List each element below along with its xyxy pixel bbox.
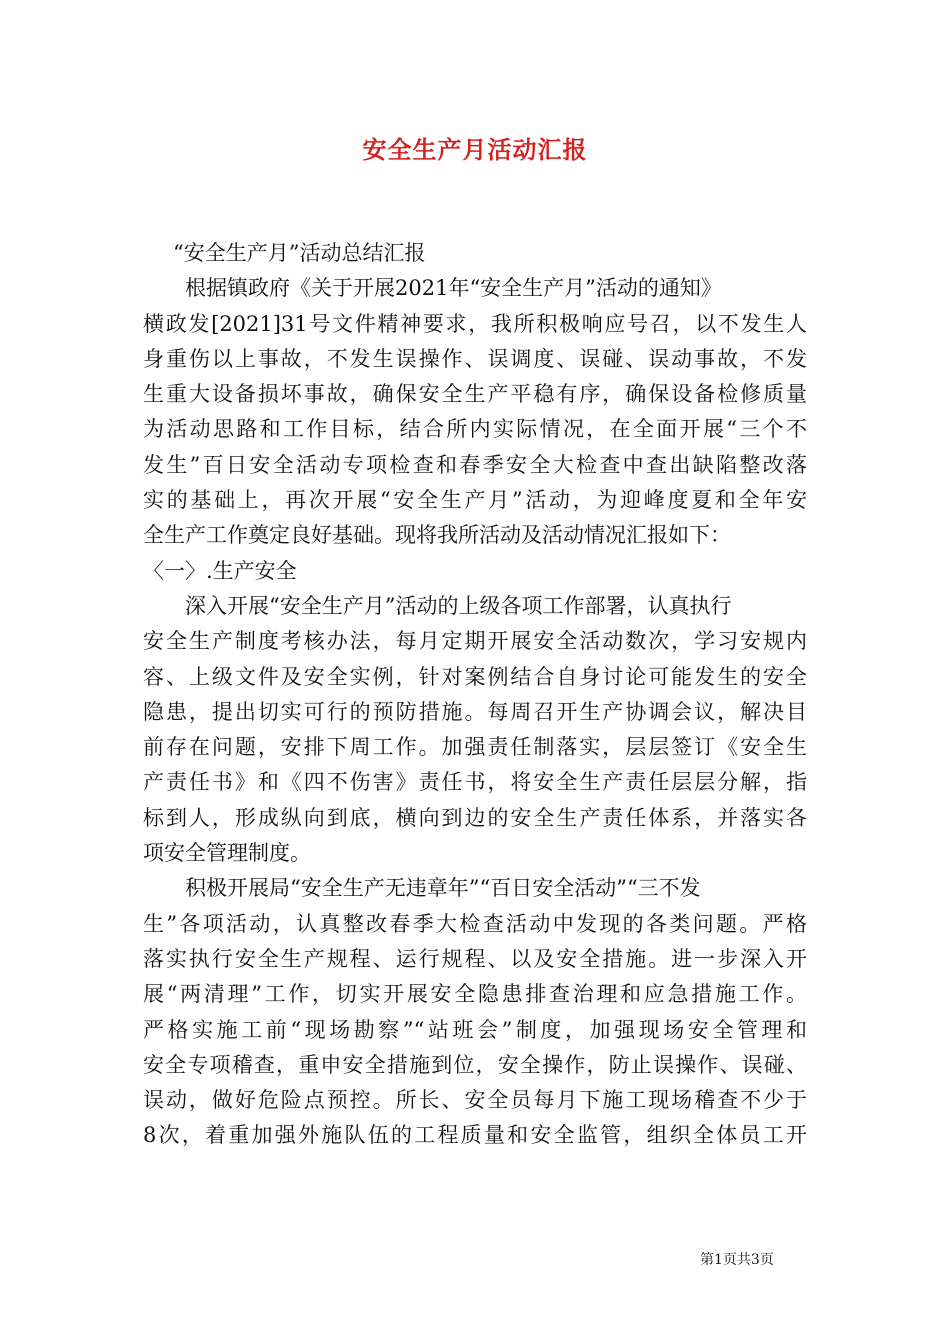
text-line: 8次，着重加强外施队伍的工程质量和安全监管，组织全体员工开 bbox=[143, 1123, 807, 1148]
text-line: 身重伤以上事故，不发生误操作、误调度、误碰、误动事故，不发 bbox=[143, 346, 807, 371]
text-line: 落实执行安全生产规程、运行规程、以及安全措施。进一步深入开 bbox=[143, 946, 807, 971]
text-line: 积极开展局“安全生产无违章年”“百日安全活动”“三不发 bbox=[185, 876, 701, 901]
document-title: 安全生产月活动汇报 bbox=[362, 135, 588, 164]
page-number: 第1页共3页 bbox=[700, 1252, 774, 1268]
text-line: 生”各项活动，认真整改春季大检查活动中发现的各类问题。严格 bbox=[143, 911, 807, 936]
text-line: 产责任书》和《四不伤害》责任书，将安全生产责任层层分解，指 bbox=[143, 770, 807, 795]
text-line: 横政发[2021]31号文件精神要求，我所积极响应号召，以不发生人 bbox=[143, 311, 807, 336]
document-body bbox=[143, 236, 807, 1154]
text-line: 项安全管理制度。 bbox=[143, 841, 311, 866]
text-line: 为活动思路和工作目标，结合所内实际情况，在全面开展“三个不 bbox=[143, 417, 807, 442]
text-line: 根据镇政府《关于开展2021年“安全生产月”活动的通知》 bbox=[185, 276, 722, 301]
text-line: 深入开展“安全生产月”活动的上级各项工作部署，认真执行 bbox=[185, 593, 732, 618]
text-line: 严格实施工前“现场勘察”“站班会”制度，加强现场安全管理和 bbox=[143, 1017, 807, 1042]
text-line: 发生”百日安全活动专项检查和春季安全大检查中查出缺陷整改落 bbox=[143, 452, 807, 477]
text-line: 展“两清理”工作，切实开展安全隐患排查治理和应急措施工作。 bbox=[143, 982, 807, 1007]
text-line: 隐患，提出切实可行的预防措施。每周召开生产协调会议，解决目 bbox=[143, 699, 807, 724]
text-line: 安全专项稽查，重申安全措施到位，安全操作，防止误操作、误碰、 bbox=[143, 1052, 807, 1077]
text-line: 前存在问题，安排下周工作。加强责任制落实，层层签订《安全生 bbox=[143, 735, 807, 760]
subtitle-line: “安全生产月”活动总结汇报 bbox=[173, 241, 426, 265]
text-line: 安全生产制度考核办法，每月定期开展安全活动数次，学习安规内 bbox=[143, 629, 807, 654]
text-line: 误动，做好危险点预控。所长、安全员每月下施工现场稽查不少于 bbox=[143, 1088, 807, 1113]
text-line: 实的基础上，再次开展“安全生产月”活动，为迎峰度夏和全年安 bbox=[143, 488, 807, 513]
section-heading: 〈一〉.生产安全 bbox=[143, 558, 297, 583]
text-line: 全生产工作奠定良好基础。现将我所活动及活动情况汇报如下： bbox=[143, 523, 731, 548]
text-line: 标到人，形成纵向到底，横向到边的安全生产责任体系，并落实各 bbox=[143, 805, 807, 830]
text-line: 容、上级文件及安全实例，针对案例结合自身讨论可能发生的安全 bbox=[143, 664, 807, 689]
text-line: 生重大设备损坏事故，确保安全生产平稳有序，确保设备检修质量 bbox=[143, 382, 807, 407]
